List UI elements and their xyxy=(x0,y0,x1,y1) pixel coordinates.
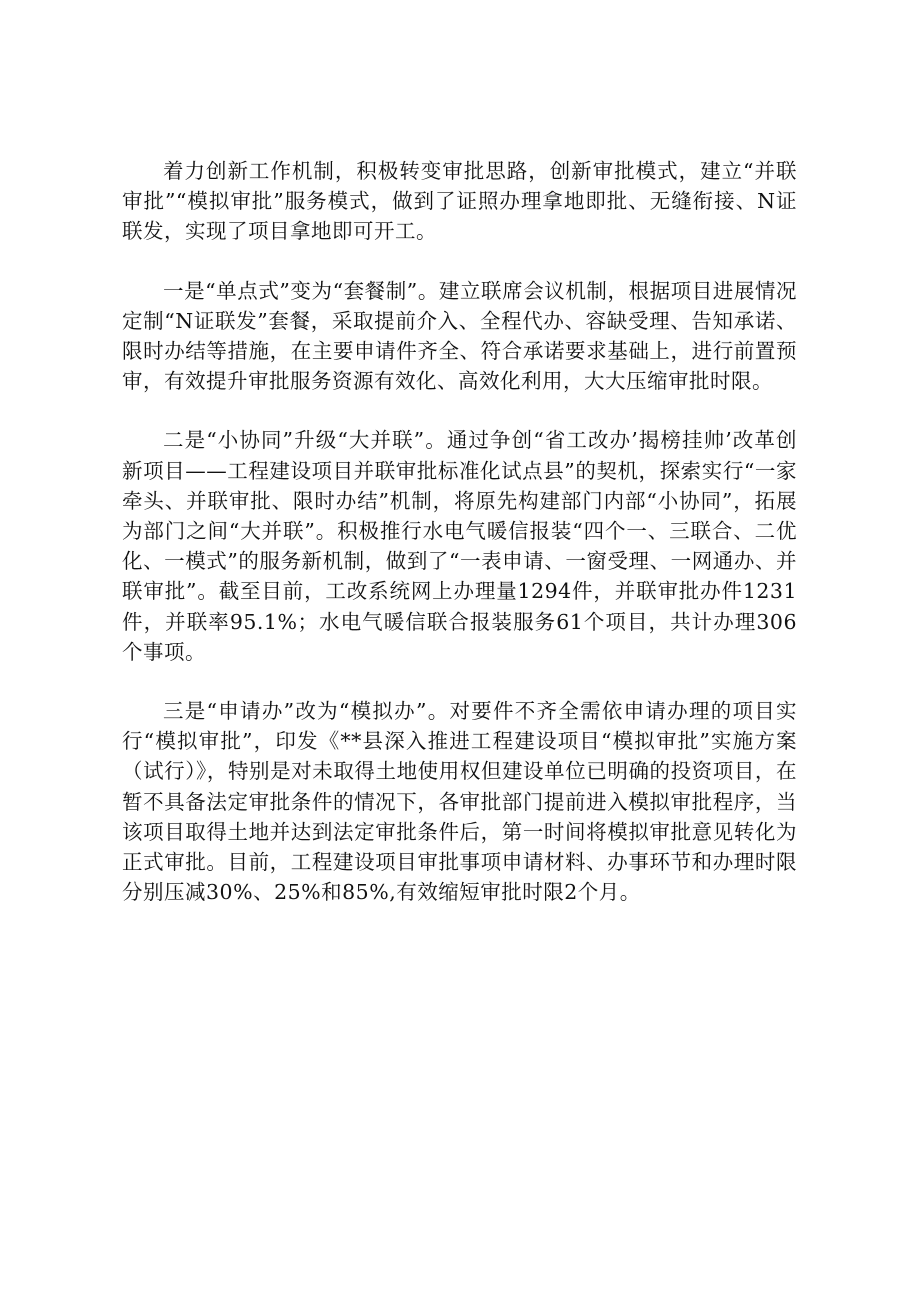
intro-paragraph: 着力创新工作机制，积极转变审批思路，创新审批模式，建立“并联审批”“模拟审批”服务模式，做到了证照办理拿地即批、无缝衔接、N证联发，实现了项目拿地即可开工。 xyxy=(122,159,797,244)
paragraph-simulated-approval: 三是“申请办”改为“模拟办”。对要件不齐全需依申请办理的项目实行“模拟审批”，印发《**县深入推进工程建设项目“模拟审批”实施方案（试行）》，特别是对未取得土地使用权但建设单位已明确的投资项目，在暂不具备法定审批条件的情况下，各审批部门提前进入模拟审批程序，当该项目取得土地并达到法定审批条件后，第一时间将模拟审批意见转化为正式审批。目前，工程建设项目审批事项申请材料、办事环节和办理时限分别压减30%、25%和85%,有效缩短审批时限2个月。 xyxy=(122,699,797,905)
document-body xyxy=(122,156,797,936)
paragraph-parallel-approval: 二是“小协同”升级“大并联”。通过争创“省工改办’揭榜挂帅’改革创新项目——工程建设项目并联审批标准化试点县”的契机，探索实行“一家牵头、并联审批、限时办结”机制，将原先构建部门内部“小协同”，拓展为部门之间“大并联”。积极推行水电气暖信报装“四个一、三联合、二优化、一模式”的服务新机制，做到了“一表申请、一窗受理、一网通办、并联审批”。截至目前，工改系统网上办理量1294件，并联审批办件1231件，并联率95.1%；水电气暖信联合报装服务61个项目，共计办理306个事项。 xyxy=(122,428,797,664)
paragraph-package-system: 一是“单点式”变为“套餐制”。建立联席会议机制，根据项目进展情况定制“N证联发”套餐，采取提前介入、全程代办、容缺受理、告知承诺、限时办结等措施，在主要申请件齐全、符合承诺要求基础上，进行前置预审，有效提升审批服务资源有效化、高效化利用，大大压缩审批时限。 xyxy=(122,278,797,394)
